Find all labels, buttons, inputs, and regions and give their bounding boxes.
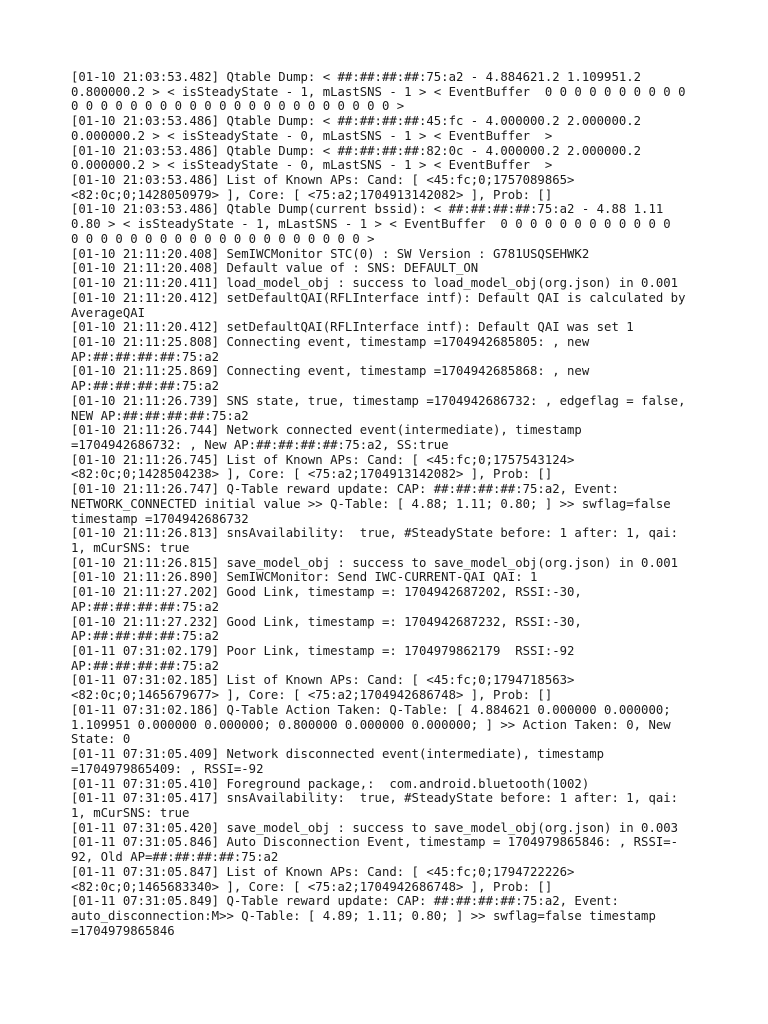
log-line: [01-10 21:03:53.482] Qtable Dump: < ##:##:##:##:75:a2 - 4.884621.2 1.109951.2 bbox=[71, 70, 642, 84]
log-line: [01-10 21:11:26.745] List of Known APs: Cand: [ <45:fc;0;1757543124> bbox=[71, 452, 575, 467]
log-line: [01-10 21:03:53.486] Qtable Dump: < ##:##:##:##:45:fc - 4.000000.2 2.000000.2 bbox=[71, 114, 642, 129]
log-line: [01-10 21:11:26.890] SemIWCMonitor: Send IWC-CURRENT-QAI QAI: 1 bbox=[71, 570, 538, 585]
log-line: State: 0 bbox=[71, 732, 131, 747]
log-line: 1.109951 0.000000 0.000000; 0.800000 0.000000 0.000000; ] >> Action Taken: 0, New bbox=[71, 717, 671, 732]
log-line: 1, mCurSNS: true bbox=[71, 805, 190, 820]
log-line: NEW AP:##:##:##:##:75:a2 bbox=[71, 408, 249, 423]
log-line: 0.80 > < isSteadyState - 1, mLastSNS - 1 > < EventBuffer 0 0 0 0 0 0 0 0 0 0 0 0 bbox=[71, 217, 671, 232]
log-line: [01-10 21:03:53.486] Qtable Dump: < ##:##:##:##:82:0c - 4.000000.2 2.000000.2 bbox=[71, 143, 642, 158]
log-line: [01-11 07:31:05.847] List of Known APs: Cand: [ <45:fc;0;1794722226> bbox=[71, 864, 575, 879]
log-line: [01-10 21:11:27.202] Good Link, timestamp =: 1704942687202, RSSI:-30, bbox=[71, 585, 582, 600]
log-line: [01-10 21:11:20.408] SemIWCMonitor STC(0) : SW Version : G781USQSEHWK2 bbox=[71, 246, 590, 261]
log-line: [01-10 21:11:26.747] Q-Table reward update: CAP: ##:##:##:##:75:a2, Event: bbox=[71, 482, 619, 497]
log-line: [01-11 07:31:05.417] snsAvailability: true, #SteadyState before: 1 after: 1, qai: bbox=[71, 791, 679, 806]
log-line: <82:0c;0;1465683340> ], Core: [ <75:a2;1704942686748> ], Prob: [] bbox=[71, 879, 553, 894]
log-line: [01-11 07:31:05.846] Auto Disconnection Event, timestamp = 1704979865846: , RSSI=- bbox=[71, 835, 679, 850]
log-line: =1704979865846 bbox=[71, 923, 175, 938]
log-line: [01-10 21:03:53.486] List of Known APs: Cand: [ <45:fc;0;1757089865> bbox=[71, 173, 575, 188]
log-line: AP:##:##:##:##:75:a2 bbox=[71, 599, 220, 614]
log-line: NETWORK_CONNECTED initial value >> Q-Table: [ 4.88; 1.11; 0.80; ] >> swflag=false bbox=[71, 496, 671, 511]
log-line: [01-11 07:31:05.409] Network disconnected event(intermediate), timestamp bbox=[71, 747, 605, 762]
log-line: [01-11 07:31:02.185] List of Known APs: Cand: [ <45:fc;0;1794718563> bbox=[71, 673, 575, 688]
log-line: [01-10 21:11:27.232] Good Link, timestamp =: 1704942687232, RSSI:-30, bbox=[71, 614, 582, 629]
log-line: [01-11 07:31:02.179] Poor Link, timestamp =: 1704979862179 RSSI:-92 bbox=[71, 644, 575, 659]
log-line: AP:##:##:##:##:75:a2 bbox=[71, 379, 220, 394]
log-line: 0.000000.2 > < isSteadyState - 0, mLastSNS - 1 > < EventBuffer > bbox=[71, 158, 553, 173]
log-line: =1704979865409: , RSSI=-92 bbox=[71, 761, 264, 776]
log-text-block bbox=[71, 70, 708, 938]
log-line: AverageQAI bbox=[71, 305, 146, 320]
log-line: AP:##:##:##:##:75:a2 bbox=[71, 658, 220, 673]
log-line: [01-10 21:11:26.739] SNS state, true, timestamp =1704942686732: , edgeflag = false, bbox=[71, 393, 686, 408]
log-line: 0 0 0 0 0 0 0 0 0 0 0 0 0 0 0 0 0 0 0 0 > bbox=[71, 231, 375, 246]
log-line: AP:##:##:##:##:75:a2 bbox=[71, 349, 220, 364]
log-line: [01-10 21:03:53.486] Qtable Dump(current bssid): < ##:##:##:##:75:a2 - 4.88 1.11 bbox=[71, 202, 664, 217]
log-line: 92, Old AP=##:##:##:##:75:a2 bbox=[71, 850, 279, 865]
log-line: [01-10 21:11:25.808] Connecting event, timestamp =1704942685805: , new bbox=[71, 334, 590, 349]
log-line: 0 0 0 0 0 0 0 0 0 0 0 0 0 0 0 0 0 0 0 0 0 0 > bbox=[71, 99, 405, 114]
log-line: [01-11 07:31:05.410] Foreground package,: com.android.bluetooth(1002) bbox=[71, 776, 590, 791]
log-line: [01-11 07:31:02.186] Q-Table Action Taken: Q-Table: [ 4.884621 0.000000 0.000000; bbox=[71, 702, 671, 717]
log-line: timestamp =1704942686732 bbox=[71, 511, 249, 526]
log-line: =1704942686732: , New AP:##:##:##:##:75:a2, SS:true bbox=[71, 437, 449, 452]
log-line: [01-10 21:11:20.412] setDefaultQAI(RFLInterface intf): Default QAI was set 1 bbox=[71, 320, 634, 335]
log-line: [01-10 21:11:25.869] Connecting event, timestamp =1704942685868: , new bbox=[71, 364, 590, 379]
log-line: auto_disconnection:M>> Q-Table: [ 4.89; 1.11; 0.80; ] >> swflag=false timestamp bbox=[71, 908, 656, 923]
log-line: [01-10 21:11:20.412] setDefaultQAI(RFLInterface intf): Default QAI is calculated by bbox=[71, 290, 686, 305]
log-line: [01-10 21:11:26.815] save_model_obj : success to save_model_obj(org.json) in 0.001 bbox=[71, 555, 679, 570]
log-line: [01-10 21:11:20.408] Default value of : SNS: DEFAULT_ON bbox=[71, 261, 479, 276]
log-line: [01-10 21:11:26.744] Network connected event(intermediate), timestamp bbox=[71, 423, 582, 438]
log-line: [01-10 21:11:20.411] load_model_obj : success to load_model_obj(org.json) in 0.001 bbox=[71, 276, 679, 291]
log-line: [01-11 07:31:05.420] save_model_obj : success to save_model_obj(org.json) in 0.003 bbox=[71, 820, 679, 835]
log-line: 0.800000.2 > < isSteadyState - 1, mLastSNS - 1 > < EventBuffer 0 0 0 0 0 0 0 0 0 0 bbox=[71, 84, 686, 99]
log-line: <82:0c;0;1428050979> ], Core: [ <75:a2;1704913142082> ], Prob: [] bbox=[71, 187, 553, 202]
log-line: <82:0c;0;1428504238> ], Core: [ <75:a2;1704913142082> ], Prob: [] bbox=[71, 467, 553, 482]
log-line: 1, mCurSNS: true bbox=[71, 541, 190, 555]
log-line: AP:##:##:##:##:75:a2 bbox=[71, 629, 220, 644]
log-line: [01-11 07:31:05.849] Q-Table reward update: CAP: ##:##:##:##:75:a2, Event: bbox=[71, 894, 619, 909]
log-line: [01-10 21:11:26.813] snsAvailability: true, #SteadyState before: 1 after: 1, qai: bbox=[71, 526, 679, 541]
log-line: 0.000000.2 > < isSteadyState - 0, mLastSNS - 1 > < EventBuffer > bbox=[71, 128, 553, 143]
log-line: <82:0c;0;1465679677> ], Core: [ <75:a2;1704942686748> ], Prob: [] bbox=[71, 688, 553, 703]
